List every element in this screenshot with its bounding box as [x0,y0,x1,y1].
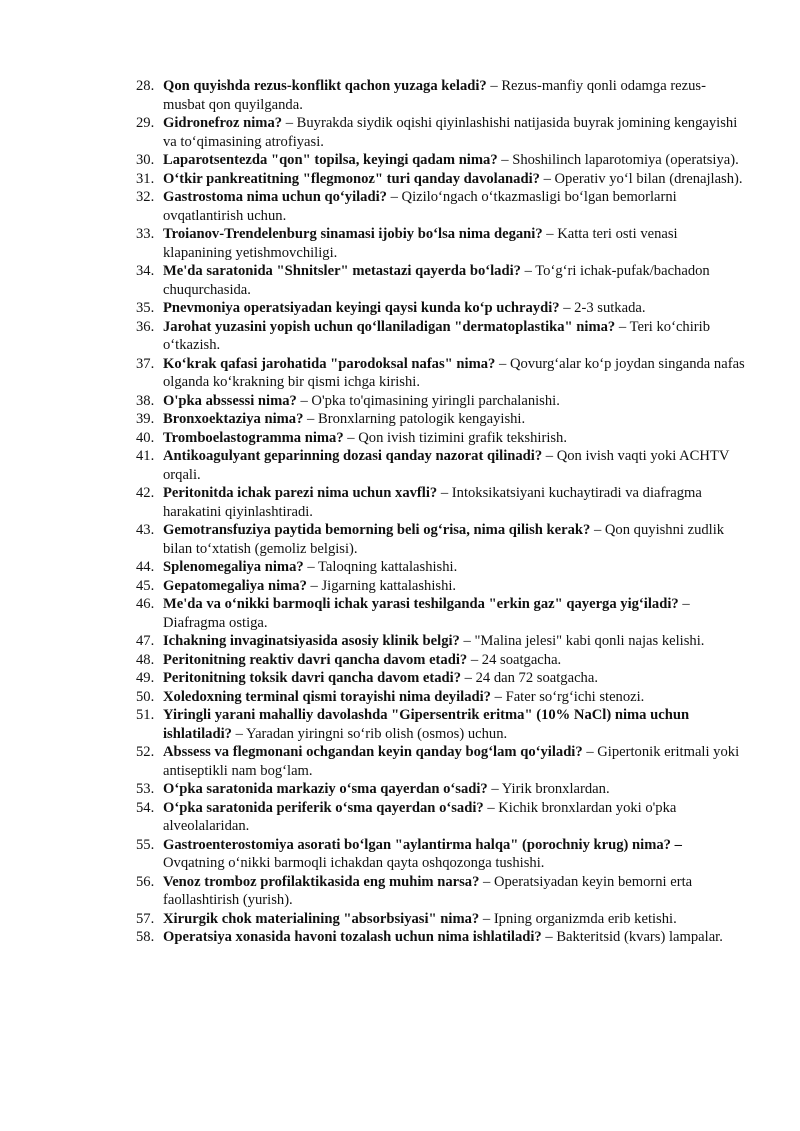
list-item [136,780,746,799]
answer-text: – Qon quyishni zudlik bilan to‘xtatish (gemoliz belgisi). [163,522,725,557]
question-text: Abssess va flegmonani ochgandan keyin qanday bog‘lam qo‘yiladi? [163,744,583,760]
item-number: 51. [136,707,155,723]
list-item [136,910,746,929]
question-text: Xirurgik chok materialining "absorbsiyasi" nima? [163,910,480,927]
list-item [136,873,746,910]
list-item [136,595,746,632]
answer-text: – 2-3 sutkada. [559,300,646,316]
answer-text: – Yirik bronxlardan. [487,781,610,797]
question-text: Splenomegaliya nima? [163,559,304,575]
question-text: Venoz tromboz profilaktikasida eng muhim narsa? [163,873,480,890]
item-number: 33. [136,226,155,242]
question-text: Ko‘krak qafasi jarohatida "parodoksal nafas" nima? [163,355,496,372]
list-item [136,558,746,577]
question-text: O'pka abssessi nima? [163,392,297,409]
question-text: Gidronefroz nima? [163,115,283,131]
answer-text: – O'pka to'qimasining yiringli parchalanishi. [296,392,560,409]
item-number: 46. [136,596,155,612]
answer-text: – Shoshilinch laparotomiya (operatsiya). [497,152,739,168]
answer-text: – "Malina jelesi" kabi qonli najas kelishi. [459,633,705,649]
answer-text: – Yaradan yiringni so‘rib olish (osmos) uchun. [231,725,508,742]
answer-text: – Gipertonik eritmali yoki antiseptikli nam bog‘lam. [163,744,740,779]
item-number: 58. [136,929,155,945]
answer-text: – Jigarning kattalashishi. [306,577,457,594]
answer-text: – Qon ivish vaqti yoki ACHTV orqali. [163,448,730,483]
item-number: 47. [136,633,155,649]
list-item [136,521,746,558]
list-item [136,225,746,262]
question-text: Jarohat yuzasini yopish uchun qo‘llaniladigan "dermatoplastika" nima? [163,318,616,335]
list-item [136,577,746,596]
question-text: Peritonitning reaktiv davri qancha davom etadi? [163,651,468,668]
list-item [136,151,746,170]
list-item [136,410,746,429]
list-item [136,484,746,521]
item-number: 41. [136,448,155,464]
qa-list [136,77,746,947]
question-text: Operatsiya xonasida havoni tozalash uchun nima ishlatiladi? [163,929,542,945]
list-item [136,77,746,114]
list-item [136,743,746,780]
item-number: 30. [136,152,155,168]
question-text: Troianov-Trendelenburg sinamasi ijobiy bo‘lsa nima degani? [163,226,543,242]
answer-text: – Bakteritsid (kvars) lampalar. [541,929,723,945]
question-text: Antikoagulyant geparinning dozasi qanday nazorat qilinadi? [163,448,543,464]
item-number: 50. [136,688,155,705]
answer-text: Ovqatning o‘nikki barmoqli ichakdan qayta oshqozonga tushishi. [163,855,545,871]
item-number: 31. [136,170,155,187]
item-number: 39. [136,411,155,427]
item-number: 32. [136,189,155,205]
answer-text: – Diafragma ostiga. [163,596,690,631]
item-number: 28. [136,78,155,94]
question-text: Peritonitda ichak parezi nima uchun xavfli? [163,485,438,501]
answer-text: – 24 soatgacha. [467,651,562,668]
list-item [136,706,746,743]
question-text: Bronxoektaziya nima? [163,411,304,427]
answer-text: – Operativ yo‘l bilan (drenajlash). [539,170,743,187]
item-number: 44. [136,559,155,575]
item-number: 45. [136,577,155,594]
list-item [136,632,746,651]
list-item [136,318,746,355]
question-text: Yiringli yarani mahalliy davolashda "Gipersentrik eritma" (10% NaCl) nima uchun ishlatiladi? [163,707,690,742]
question-text: Qon quyishda rezus-konflikt qachon yuzaga keladi? [163,78,487,94]
answer-text: – Buyrakda siydik oqishi qiyinlashishi natijasida buyrak jomining kengayishi va to‘qimasining atrofiyasi. [163,115,738,150]
question-text: Gemotransfuziya paytida bemorning beli og‘risa, nima qilish kerak? [163,522,591,538]
list-item [136,355,746,392]
answer-text: – Qizilo‘ngach o‘tkazmasligi bo‘lgan bemorlarni ovqatlantirish uchun. [163,189,677,224]
item-number: 36. [136,318,155,335]
question-text: Me'da va o‘nikki barmoqli ichak yarasi teshilganda "erkin gaz" qayerga yig‘iladi? [163,596,679,612]
question-text: Gepatomegaliya nima? [163,577,307,594]
answer-text: – Intoksikatsiyani kuchaytiradi va diafragma harakatini qiyinlashtiradi. [163,485,702,520]
question-text: Gastrostoma nima uchun qo‘yiladi? [163,189,387,205]
question-text: Ichakning invaginatsiyasida asosiy klinik belgi? [163,633,460,649]
item-number: 35. [136,300,155,316]
list-item [136,688,746,707]
question-text: O‘tkir pankreatitning "flegmonoz" turi qanday davolanadi? [163,170,540,187]
list-item [136,429,746,448]
answer-text: – Operatsiyadan keyin bemorni erta faollashtirish (yurish). [163,873,693,908]
question-text: Peritonitning toksik davri qancha davom etadi? [163,670,461,686]
list-item [136,836,746,873]
question-text: Xoledoxning terminal qismi torayishi nima deyiladi? [163,688,491,705]
list-item [136,669,746,688]
item-number: 43. [136,522,155,538]
question-text: Tromboelastogramma nima? [163,429,344,446]
answer-text: – Katta teri osti venasi klapanining yetishmovchiligi. [163,226,678,261]
item-number: 53. [136,781,155,797]
answer-text: – Bronxlarning patologik kengayishi. [303,411,526,427]
answer-text: – 24 dan 72 soatgacha. [461,670,598,686]
list-item [136,799,746,836]
answer-text: – Rezus-manfiy qonli odamga rezus-musbat qon quyilganda. [163,78,706,113]
item-number: 55. [136,836,155,853]
question-text: Laparotsentezda "qon" topilsa, keyingi qadam nima? [163,152,498,168]
item-number: 29. [136,115,155,131]
list-item [136,262,746,299]
item-number: 49. [136,670,155,686]
answer-text: – Kichik bronxlardan yoki o'pka alveolalaridan. [163,799,677,834]
question-text: Pnevmoniya operatsiyadan keyingi qaysi kunda ko‘p uchraydi? [163,300,560,316]
answer-text: – Taloqning kattalashishi. [303,559,458,575]
item-number: 37. [136,355,155,372]
item-number: 34. [136,263,155,279]
item-number: 52. [136,744,155,760]
question-text: O‘pka saratonida periferik o‘sma qayerdan o‘sadi? [163,799,484,816]
list-item [136,392,746,411]
answer-text: – To‘g‘ri ichak-pufak/bachadon chuqurchasida. [163,263,710,298]
answer-text: – Fater so‘rg‘ichi stenozi. [490,688,645,705]
list-item [136,170,746,189]
answer-text: – Teri ko‘chirib o‘tkazish. [163,318,710,353]
list-item [136,114,746,151]
answer-text: – Qovurg‘alar ko‘p joydan singanda nafas olganda ko‘krakning bir qismi ichga kirishi. [163,355,745,390]
item-number: 56. [136,873,155,890]
question-text: Me'da saratonida "Shnitsler" metastazi qayerda bo‘ladi? [163,263,521,279]
item-number: 57. [136,910,155,927]
list-item [136,928,746,947]
list-item [136,299,746,318]
item-number: 40. [136,429,155,446]
item-number: 38. [136,392,155,409]
answer-text: – Qon ivish tizimini grafik tekshirish. [343,429,568,446]
answer-text: – Ipning organizmda erib ketishi. [479,910,677,927]
item-number: 54. [136,799,155,816]
item-number: 48. [136,651,155,668]
question-text: O‘pka saratonida markaziy o‘sma qayerdan o‘sadi? [163,781,488,797]
question-text: Gastroenterostomiya asorati bo‘lgan "aylantirma halqa" (porochniy krug) nima? – [163,836,682,853]
list-item [136,447,746,484]
item-number: 42. [136,485,155,501]
list-item [136,651,746,670]
list-item [136,188,746,225]
